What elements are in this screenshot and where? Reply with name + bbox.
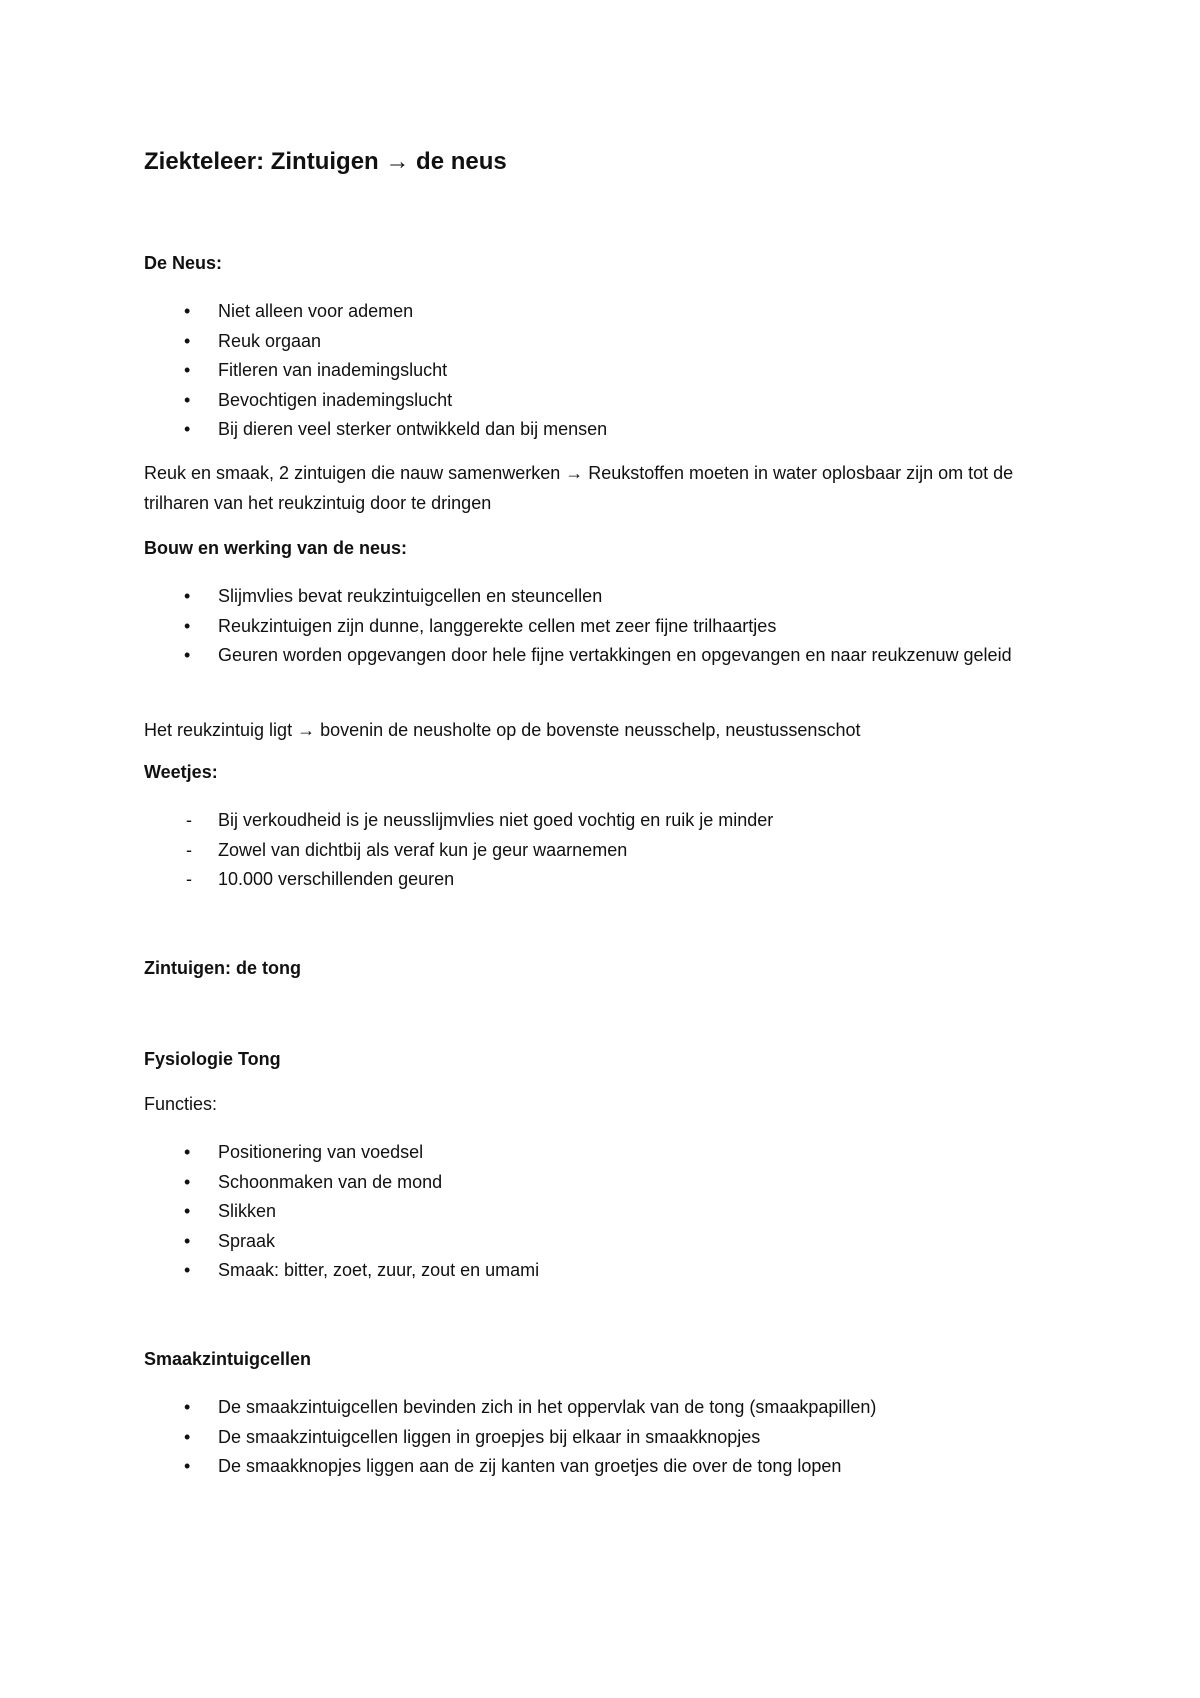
- bullet-icon: •: [184, 301, 191, 321]
- bullet-icon: •: [184, 419, 191, 439]
- list-item: • Bij dieren veel sterker ontwikkeld dan bij mensen: [144, 415, 1064, 445]
- bullet-icon: •: [184, 360, 191, 380]
- page-title: Ziekteleer: Zintuigen → de neus: [144, 148, 507, 175]
- list-item: • Reukzintuigen zijn dunne, langgerekte cellen met zeer fijne trilhaartjes: [144, 612, 1064, 642]
- list-item: • Smaak: bitter, zoet, zuur, zout en umami: [144, 1256, 1064, 1286]
- neus-bullet-list: [144, 297, 1064, 445]
- neus-paragraph: Reuk en smaak, 2 zintuigen die nauw samenwerken → Reukstoffen moeten in water oplosbaar zijn om tot de trilharen van het reukzintuig door te dringen: [144, 463, 1014, 513]
- dash-icon: -: [186, 839, 192, 860]
- bullet-icon: •: [184, 1201, 191, 1221]
- bullet-icon: •: [184, 1171, 191, 1192]
- heading-zintuigen-de-tong: Zintuigen: de tong: [144, 958, 301, 978]
- heading-bouw-en-werking: Bouw en werking van de neus:: [144, 538, 408, 558]
- bullet-icon: •: [184, 586, 191, 606]
- bullet-icon: •: [184, 1426, 191, 1447]
- bullet-icon: •: [184, 645, 191, 665]
- bullet-icon: •: [184, 1260, 191, 1280]
- dash-icon: -: [186, 810, 192, 830]
- list-item: • Reuk orgaan: [144, 327, 1064, 357]
- list-item: • Slijmvlies bevat reukzintuigcellen en steuncellen: [144, 582, 1064, 612]
- bullet-icon: •: [184, 1142, 191, 1162]
- heading-de-neus: De Neus:: [144, 253, 223, 273]
- list-item: • Niet alleen voor ademen: [144, 297, 1064, 327]
- list-item: • Schoonmaken van de mond: [144, 1168, 1064, 1198]
- list-item: - 10.000 verschillenden geuren: [144, 865, 1064, 895]
- weetjes-dash-list: [144, 806, 1064, 895]
- bouw-paragraph: Het reukzintuig ligt → bovenin de neusholte op de bovenste neusschelp, neustussenschot: [144, 720, 861, 740]
- heading-smaakzintuigcellen: Smaakzintuigcellen: [144, 1349, 312, 1369]
- list-item: • De smaakzintuigcellen liggen in groepjes bij elkaar in smaakknopjes: [144, 1423, 1064, 1453]
- heading-fysiologie-tong: Fysiologie Tong: [144, 1049, 281, 1069]
- bullet-icon: •: [184, 330, 191, 351]
- functies-bullet-list: [144, 1138, 1064, 1286]
- list-item: • Bevochtigen inademingslucht: [144, 386, 1064, 416]
- list-item: • De smaakzintuigcellen bevinden zich in het oppervlak van de tong (smaakpapillen): [144, 1393, 1064, 1423]
- list-item: • Geuren worden opgevangen door hele fijne vertakkingen en opgevangen en naar reukzenuw geleid: [144, 641, 1064, 671]
- bullet-icon: •: [184, 615, 191, 636]
- list-item: • Spraak: [144, 1227, 1064, 1257]
- bullet-icon: •: [184, 389, 191, 410]
- dash-icon: -: [186, 869, 192, 889]
- list-item: - Zowel van dichtbij als veraf kun je geur waarnemen: [144, 836, 1064, 866]
- list-item: • De smaakknopjes liggen aan de zij kanten van groetjes die over de tong lopen: [144, 1452, 1064, 1482]
- heading-weetjes: Weetjes:: [144, 762, 218, 782]
- bullet-icon: •: [184, 1397, 191, 1417]
- list-item: • Slikken: [144, 1197, 1064, 1227]
- smaak-bullet-list: [144, 1393, 1064, 1482]
- list-item: • Fitleren van inademingslucht: [144, 356, 1064, 386]
- bullet-icon: •: [184, 1456, 191, 1476]
- bullet-icon: •: [184, 1230, 191, 1251]
- list-item: - Bij verkoudheid is je neusslijmvlies niet goed vochtig en ruik je minder: [144, 806, 1064, 836]
- list-item: • Positionering van voedsel: [144, 1138, 1064, 1168]
- subheading-functies: Functies:: [144, 1094, 218, 1114]
- bouw-bullet-list: [144, 582, 1064, 671]
